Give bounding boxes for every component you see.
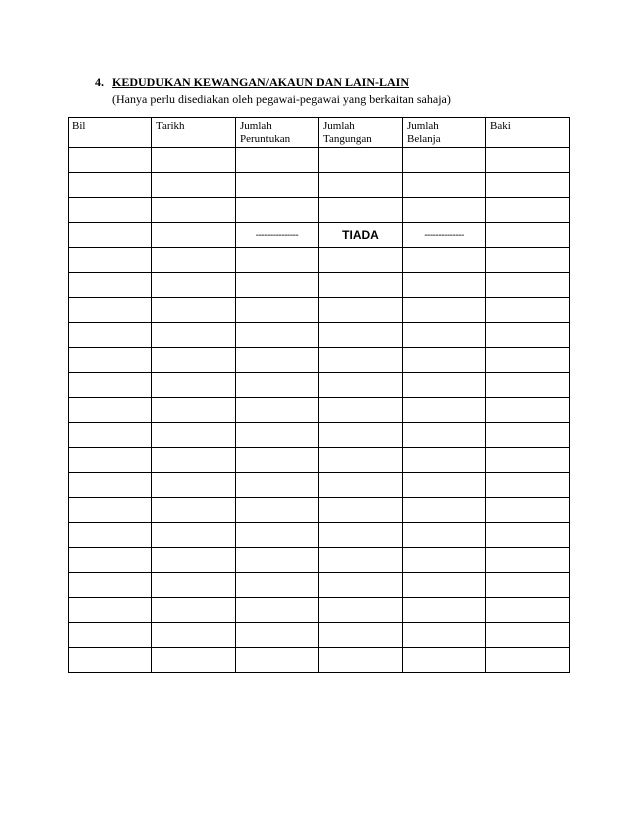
table-cell [319, 598, 403, 623]
table-header-row [69, 118, 570, 148]
table-cell [236, 423, 319, 448]
table-cell [403, 548, 486, 573]
table-cell [69, 198, 152, 223]
table-cell [236, 448, 319, 473]
table-cell [319, 298, 403, 323]
table-cell [69, 398, 152, 423]
table-cell [486, 173, 570, 198]
table-cell [403, 273, 486, 298]
table-cell [69, 148, 152, 173]
dash-left: --------------- [236, 223, 319, 248]
table-cell [152, 373, 236, 398]
table-cell [69, 648, 152, 673]
table-cell [403, 173, 486, 198]
table-cell [152, 523, 236, 548]
header-bil: Bil [69, 118, 152, 148]
table-cell [486, 273, 570, 298]
header-jumlah-peruntukan: Jumlah Peruntukan [236, 118, 319, 148]
table-cell [486, 348, 570, 373]
table-cell [403, 648, 486, 673]
table-cell [486, 548, 570, 573]
table-cell [403, 323, 486, 348]
table-cell [486, 573, 570, 598]
table-cell [152, 398, 236, 423]
table-cell [236, 648, 319, 673]
table-cell [236, 348, 319, 373]
section-number: 4. [95, 75, 104, 89]
table-cell [403, 148, 486, 173]
table-cell [152, 548, 236, 573]
table-cell [319, 148, 403, 173]
cell-empty [69, 223, 152, 248]
table-cell [319, 198, 403, 223]
table-row [69, 423, 570, 448]
table-cell [319, 248, 403, 273]
table-cell [403, 248, 486, 273]
table-cell [403, 598, 486, 623]
table-cell [152, 323, 236, 348]
table-cell [152, 248, 236, 273]
table-cell [69, 473, 152, 498]
table-cell [319, 423, 403, 448]
table-cell [152, 198, 236, 223]
cell-empty [486, 223, 570, 248]
table-cell [319, 648, 403, 673]
table-cell [69, 273, 152, 298]
table-cell [319, 523, 403, 548]
table-cell [319, 548, 403, 573]
table-cell [486, 423, 570, 448]
table-cell [486, 498, 570, 523]
table-cell [403, 623, 486, 648]
table-cell [486, 323, 570, 348]
table-cell [486, 373, 570, 398]
table-cell [152, 298, 236, 323]
table-cell [403, 473, 486, 498]
table-cell [69, 573, 152, 598]
table-row [69, 398, 570, 423]
header-jumlah-tangungan: Jumlah Tangungan [319, 118, 403, 148]
table-cell [69, 323, 152, 348]
table-cell [152, 348, 236, 373]
table-row [69, 373, 570, 398]
table-cell [403, 373, 486, 398]
table-cell [486, 648, 570, 673]
table-cell [319, 373, 403, 398]
table-cell [486, 623, 570, 648]
table-cell [69, 523, 152, 548]
table-cell [486, 398, 570, 423]
table-cell [236, 298, 319, 323]
table-cell [236, 148, 319, 173]
table-cell [486, 198, 570, 223]
table-cell [69, 598, 152, 623]
table-row [69, 348, 570, 373]
table-cell [319, 498, 403, 523]
table-cell [319, 348, 403, 373]
table-cell [152, 423, 236, 448]
table-cell [403, 423, 486, 448]
table-row [69, 173, 570, 198]
table-cell [319, 473, 403, 498]
table-cell [486, 448, 570, 473]
table-cell [236, 498, 319, 523]
table-row-tiada [69, 223, 570, 248]
table-cell [403, 348, 486, 373]
table-cell [319, 273, 403, 298]
cell-empty [152, 223, 236, 248]
table-cell [236, 623, 319, 648]
table-cell [152, 148, 236, 173]
table-cell [236, 248, 319, 273]
table-cell [236, 573, 319, 598]
table-cell [319, 623, 403, 648]
dash-right: -------------- [403, 223, 486, 248]
table-cell [319, 323, 403, 348]
table-cell [69, 623, 152, 648]
table-cell [236, 273, 319, 298]
table-row [69, 548, 570, 573]
table-cell [152, 573, 236, 598]
table-cell [319, 398, 403, 423]
table-cell [486, 248, 570, 273]
table-cell [152, 173, 236, 198]
table-row [69, 273, 570, 298]
table-cell [69, 373, 152, 398]
table-row [69, 248, 570, 273]
table-row [69, 498, 570, 523]
table-row [69, 523, 570, 548]
table-cell [69, 248, 152, 273]
table-cell [236, 398, 319, 423]
table-cell [403, 298, 486, 323]
table-cell [486, 523, 570, 548]
table-cell [486, 473, 570, 498]
table-row [69, 323, 570, 348]
table-row [69, 298, 570, 323]
table-cell [236, 598, 319, 623]
table-cell [236, 548, 319, 573]
table-cell [403, 448, 486, 473]
table-cell [69, 298, 152, 323]
table-cell [403, 198, 486, 223]
table-cell [69, 423, 152, 448]
table-row [69, 448, 570, 473]
table-cell [236, 373, 319, 398]
table-row [69, 598, 570, 623]
section-note: (Hanya perlu disediakan oleh pegawai-pegawai yang berkaitan sahaja) [112, 92, 451, 106]
table-cell [486, 598, 570, 623]
table-row [69, 198, 570, 223]
table-cell [152, 473, 236, 498]
header-jumlah-belanja: Jumlah Belanja [403, 118, 486, 148]
table-cell [236, 473, 319, 498]
table-cell [319, 173, 403, 198]
table-cell [152, 448, 236, 473]
table-row [69, 148, 570, 173]
header-tarikh: Tarikh [152, 118, 236, 148]
table-cell [69, 548, 152, 573]
table-cell [69, 498, 152, 523]
table-cell [152, 623, 236, 648]
table-cell [236, 198, 319, 223]
table-cell [236, 323, 319, 348]
table-cell [403, 573, 486, 598]
table-cell [236, 173, 319, 198]
table-cell [319, 448, 403, 473]
table-cell [236, 523, 319, 548]
table-cell [152, 648, 236, 673]
table-row [69, 623, 570, 648]
table-cell [152, 273, 236, 298]
table-cell [69, 173, 152, 198]
financial-status-table [68, 117, 570, 673]
header-baki: Baki [486, 118, 570, 148]
table-cell [403, 523, 486, 548]
table-row [69, 573, 570, 598]
table-row [69, 473, 570, 498]
tiada-label: TIADA [319, 223, 403, 248]
table-cell [69, 348, 152, 373]
table-cell [319, 573, 403, 598]
section-heading [95, 75, 409, 89]
table-cell [152, 498, 236, 523]
table-cell [69, 448, 152, 473]
section-title: KEDUDUKAN KEWANGAN/AKAUN DAN LAIN-LAIN [112, 75, 410, 89]
table-cell [403, 398, 486, 423]
table-cell [403, 498, 486, 523]
table-row [69, 648, 570, 673]
table-cell [486, 298, 570, 323]
table-cell [486, 148, 570, 173]
table-cell [152, 598, 236, 623]
